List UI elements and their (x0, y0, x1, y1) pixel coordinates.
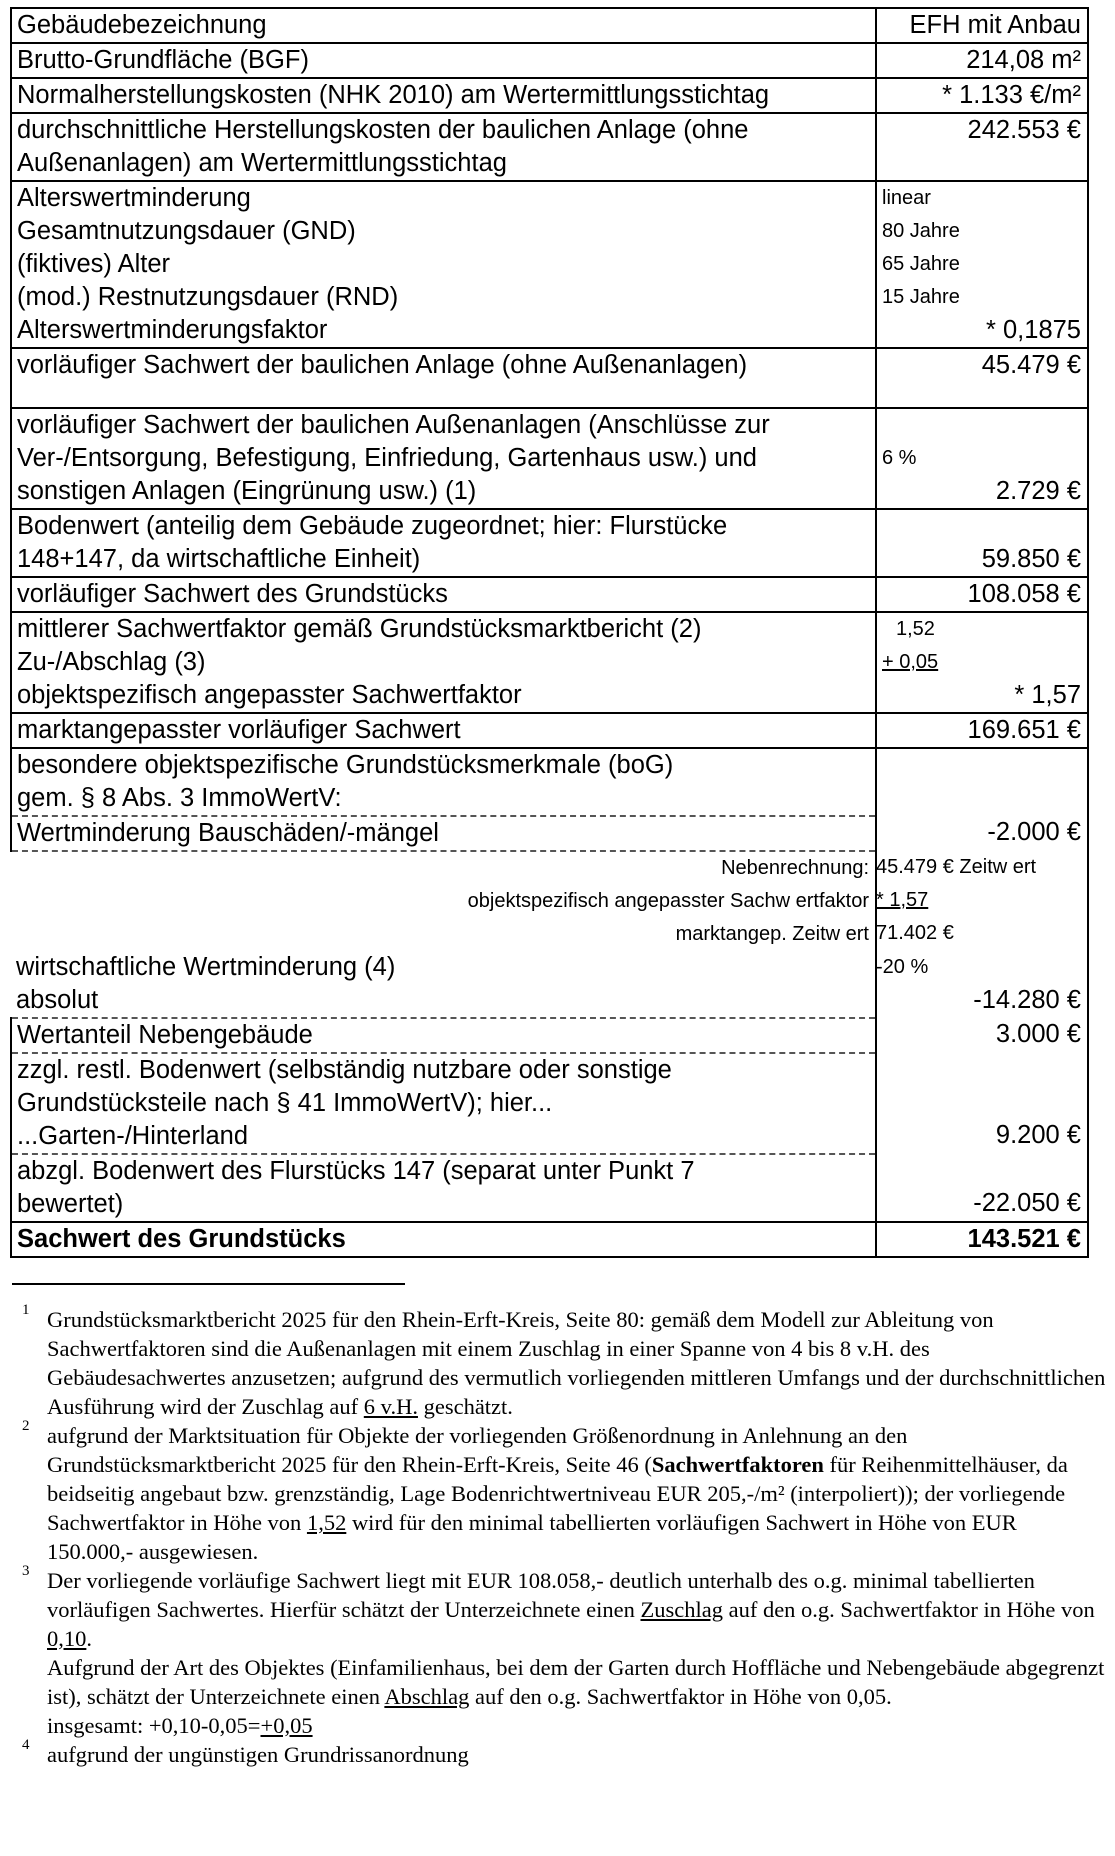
footnote-number: 4 (22, 1737, 30, 1753)
value-line: 9.200 € (995, 1121, 1081, 1149)
sachwert-table (10, 7, 1089, 1258)
value-line: 2.729 € (995, 477, 1081, 505)
row-label: vorläufiger Sachwert des Grundstücks (11, 577, 876, 612)
footnote-text: Grundstücksmarktbericht 2025 für den Rhein-Erft-Kreis, Seite 80: gemäß dem Modell zur Ableitung von Sachwertfaktoren sind die Außenanlagen mit einem Zuschlag in einer Spanne von 4 bis 8 v.H. des Gebäudesachwertes anzusetzen; aufgrund des vermutlich vorliegenden mittleren Umfangs und der durchschnittlichen Ausführung wird der Zuschlag auf (47, 1307, 1106, 1419)
label-line: vorläufiger Sachwert der baulichen Außenanlagen (Anschlüsse zur (17, 411, 770, 439)
footnote-text: insgesamt: +0,10-0,05= (47, 1713, 261, 1738)
row-value: 169.651 € (876, 713, 1088, 748)
footnote-separator (12, 1283, 405, 1285)
row-value (876, 1053, 1088, 1154)
row-label: Normalherstellungskosten (NHK 2010) am Wertermittlungsstichtag (11, 78, 876, 113)
label-line: Grundstücksteile nach § 41 ImmoWertV); hier... (17, 1089, 553, 1117)
value-line: 65 Jahre (882, 253, 960, 275)
value-line: 80 Jahre (882, 220, 960, 242)
row-value (876, 509, 1088, 577)
table-row (11, 509, 1088, 577)
label-line: Alterswertminderungsfaktor (17, 316, 328, 344)
value-line: -22.050 € (973, 1189, 1081, 1217)
table-row (11, 851, 1088, 951)
row-label: Wertanteil Nebengebäude (11, 1018, 876, 1053)
table-row (11, 113, 1088, 181)
row-value: 242.553 € (876, 113, 1088, 181)
footnote-underline: +0,05 (260, 1713, 313, 1738)
row-value: EFH mit Anbau (876, 8, 1088, 43)
value-line: 15 Jahre (882, 286, 960, 308)
footnote-underline: 0,10 (47, 1626, 87, 1651)
row-value (876, 951, 1088, 1018)
footnote-text: aufgrund der Marktsituation für Objekte der vorliegenden Größenordnung in Anlehnung an den Grundstücksmarktbericht 2025 für den Rhein-Erft-Kreis, Seite 46 ( (47, 1423, 908, 1477)
footnote-text: . (86, 1626, 92, 1651)
table-row (11, 43, 1088, 78)
label-line: marktangep. Zeitw ert (675, 923, 869, 945)
label-line: zzgl. restl. Bodenwert (selbständig nutzbare oder sonstige (17, 1056, 672, 1084)
row-value (876, 1154, 1088, 1222)
row-value: 3.000 € (876, 1018, 1088, 1053)
table-row (11, 612, 1088, 713)
footnote-bold: Sachwertfaktoren (651, 1452, 824, 1477)
table-row (11, 348, 1088, 408)
label-line: objektspezifisch angepasster Sachwertfaktor (17, 681, 522, 709)
row-label (11, 1053, 876, 1154)
row-label: Brutto-Grundfläche (BGF) (11, 43, 876, 78)
value-line: * 1,57 (1014, 681, 1081, 709)
footnote-3 (22, 1563, 1107, 1740)
row-label (11, 951, 876, 1018)
row-value (876, 408, 1088, 509)
label-line: gem. § 8 Abs. 3 ImmoWertV: (17, 784, 342, 812)
label-line: bewertet) (17, 1190, 124, 1218)
footnote-number: 3 (22, 1563, 30, 1579)
table-row (11, 8, 1088, 43)
row-label (11, 509, 876, 577)
label-line: 148+147, da wirtschaftliche Einheit) (17, 545, 421, 573)
row-value: * 1.133 €/m² (876, 78, 1088, 113)
row-value (876, 612, 1088, 713)
value-line: 59.850 € (981, 545, 1081, 573)
footnote-text: für Reihenmittelhäuser, da beidseitig angebaut bzw. grenzständig, Lage Bodenrichtwertniveau EUR 205,-/m² (interpoliert)); der vorliegende Sachwertfaktor in Höhe von (47, 1452, 1068, 1535)
table-row (11, 577, 1088, 612)
label-line: mittlerer Sachwertfaktor gemäß Grundstücksmarktbericht (2) (17, 615, 702, 643)
label-line: durchschnittliche Herstellungskosten der baulichen Anlage (ohne (17, 116, 749, 144)
table-row (11, 1018, 1088, 1053)
row-label: vorläufiger Sachwert der baulichen Anlage (ohne Außenanlagen) (11, 348, 876, 408)
table-row (11, 1053, 1088, 1154)
row-value (876, 851, 1088, 951)
footnotes (22, 1302, 1107, 1769)
label-line: sonstigen Anlagen (Eingrünung usw.) (1) (17, 477, 477, 505)
label-line: Bodenwert (anteilig dem Gebäude zugeordnet; hier: Flurstücke (17, 512, 728, 540)
row-label: marktangepasster vorläufiger Sachwert (11, 713, 876, 748)
label-line: Zu-/Abschlag (3) (17, 648, 206, 676)
table-row (11, 181, 1088, 348)
footnote-text: auf den o.g. Sachwertfaktor in Höhe von (722, 1597, 1095, 1622)
table-row-total (11, 1222, 1088, 1257)
row-label (11, 181, 876, 348)
row-label (11, 851, 876, 951)
footnote-4 (22, 1737, 1107, 1769)
table-row (11, 713, 1088, 748)
footnote-1 (22, 1302, 1107, 1421)
total-value: 143.521 € (876, 1222, 1088, 1257)
label-line: ...Garten-/Hinterland (17, 1122, 249, 1150)
footnote-underline: Zuschlag (640, 1597, 723, 1622)
row-value: 45.479 € (876, 348, 1088, 408)
row-label (11, 408, 876, 509)
total-label: Sachwert des Grundstücks (11, 1222, 876, 1257)
footnote-number: 2 (22, 1418, 30, 1434)
row-label (11, 1154, 876, 1222)
footnote-text: Aufgrund der Art des Objektes (Einfamilienhaus, bei dem der Garten durch Hoffläche und Nebengebäude abgegrenzt ist), schätzt der Unterzeichnete einen (47, 1655, 1105, 1709)
percent-value: 6 % (882, 447, 917, 469)
value-line: -20 % (876, 956, 929, 978)
value-line: 1,52 (896, 618, 935, 640)
value-line: -14.280 € (973, 986, 1081, 1014)
footnote-2 (22, 1418, 1107, 1566)
table-row (11, 816, 1088, 851)
table-row (11, 951, 1088, 1018)
label-line: Außenanlagen) am Wertermittlungsstichtag (17, 149, 507, 177)
footnote-text: auf den o.g. Sachwertfaktor in Höhe von 0,05. (469, 1684, 892, 1709)
label-line: objektspezifisch angepasster Sachw ertfaktor (467, 890, 869, 912)
table-row (11, 408, 1088, 509)
label-line: (mod.) Restnutzungsdauer (RND) (17, 283, 399, 311)
label-line: (fiktives) Alter (17, 250, 171, 278)
footnote-text: wird für den minimal tabellierten vorläufigen Sachwert in Höhe von EUR 150.000,- ausgewiesen. (47, 1510, 1017, 1564)
footnote-underline: Abschlag (384, 1684, 470, 1709)
value-line: * 1,57 (876, 889, 929, 911)
footnote-underline: 6 v.H. (363, 1394, 418, 1419)
label-line: Ver-/Entsorgung, Befestigung, Einfriedung, Gartenhaus usw.) und (17, 444, 757, 472)
footnote-text: aufgrund der ungünstigen Grundrissanordnung (47, 1742, 469, 1767)
footnote-text: geschätzt. (417, 1394, 513, 1419)
row-label (11, 113, 876, 181)
row-label (11, 748, 876, 816)
row-value: 108.058 € (876, 577, 1088, 612)
table-row (11, 748, 1088, 816)
label-line: Alterswertminderung (17, 184, 251, 212)
table-row (11, 1154, 1088, 1222)
label-line: wirtschaftliche Wertminderung (4) (16, 953, 396, 981)
label-line: besondere objektspezifische Grundstücksmerkmale (boG) (17, 751, 674, 779)
row-value: -2.000 € (876, 816, 1088, 851)
value-line: + 0,05 (882, 651, 939, 673)
label-line: absolut (16, 986, 99, 1014)
row-value (876, 181, 1088, 348)
value-line: * 0,1875 (985, 316, 1081, 344)
value-line: linear (882, 187, 931, 209)
label-line: abzgl. Bodenwert des Flurstücks 147 (separat unter Punkt 7 (17, 1157, 695, 1185)
value-line: 71.402 € (876, 922, 954, 944)
value-line: 45.479 € Zeitw ert (876, 856, 1037, 878)
label-line: Gesamtnutzungsdauer (GND) (17, 217, 356, 245)
footnote-text: Der vorliegende vorläufige Sachwert liegt mit EUR 108.058,- deutlich unterhalb des o.g. minimal tabellierten vorläufigen Sachwertes. Hierfür schätzt der Unterzeichnete einen (47, 1568, 1035, 1622)
row-label: Wertminderung Bauschäden/-mängel (11, 816, 876, 851)
row-label (11, 612, 876, 713)
table-row (11, 78, 1088, 113)
row-label: Gebäudebezeichnung (11, 8, 876, 43)
footnote-number: 1 (22, 1302, 30, 1318)
label-line: Nebenrechnung: (721, 857, 869, 879)
footnote-underline: 1,52 (306, 1510, 347, 1535)
row-value: 214,08 m² (876, 43, 1088, 78)
